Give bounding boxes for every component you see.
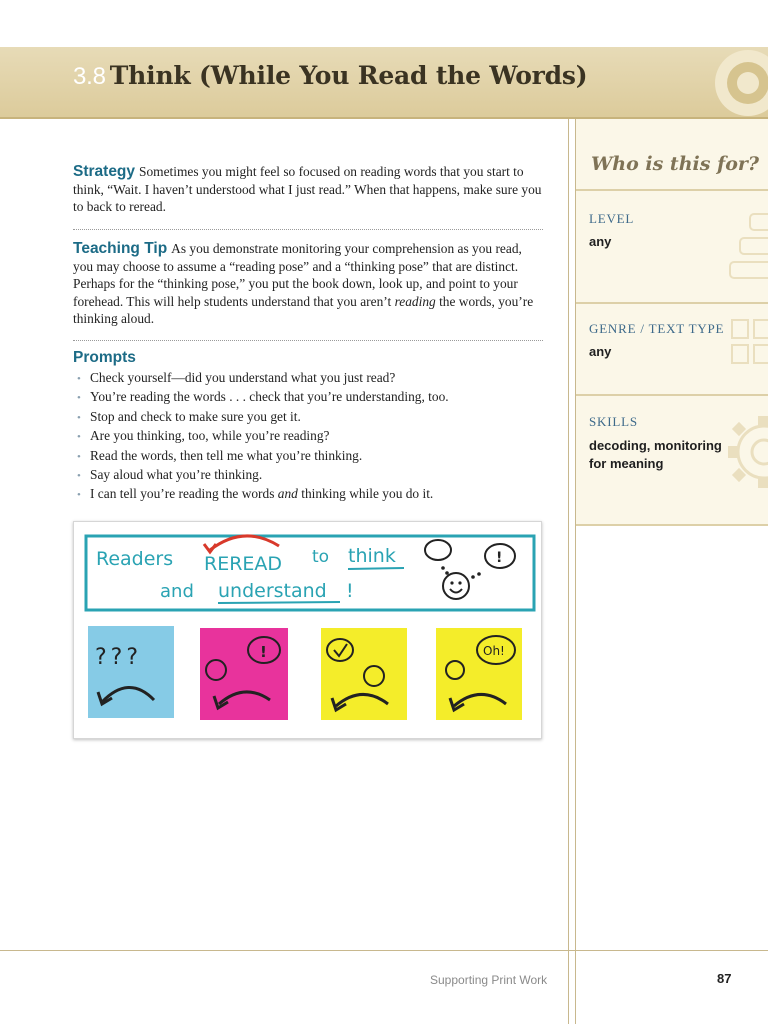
prompt-text: Say aloud what you’re thinking. <box>90 467 263 483</box>
genre-label: GENRE / TEXT TYPE <box>589 321 725 336</box>
sidebar-divider <box>576 189 768 191</box>
level-value: any <box>589 234 612 249</box>
bullet-icon: • <box>77 411 81 424</box>
prompt-text: Read the words, then tell me what you’re thinking. <box>90 447 363 463</box>
bullet-icon: • <box>77 392 81 405</box>
header-disc-icon <box>712 48 768 118</box>
strategy-section <box>73 163 543 216</box>
bullet-icon: • <box>77 431 81 444</box>
face-icon <box>446 661 464 679</box>
note-question-marks: ??? <box>95 645 143 670</box>
sidebar-heading: Who is this for? <box>590 153 760 175</box>
banner-word: think <box>348 545 396 567</box>
prompts-label: Prompts <box>73 349 136 366</box>
page-number: 87 <box>717 971 732 986</box>
section-title: Think (While You Read the Words) <box>109 61 588 90</box>
list-item <box>77 369 547 388</box>
strategy-text: Sometimes you might feel so focused on reading words that you start to think, “Wait. I haven’t understood what I just read.” When that happens, make sure you to back to reread. <box>73 164 542 214</box>
bullet-icon: • <box>77 470 81 483</box>
section-number: 3.8 <box>73 63 106 90</box>
banner-word: to <box>312 547 330 567</box>
arrow-head-icon <box>204 544 216 552</box>
thought-exclaim: ! <box>496 550 503 566</box>
smiley-face-icon <box>443 573 469 599</box>
underline <box>218 602 340 603</box>
prompt-text: Are you thinking, too, while you’re reading? <box>90 428 330 444</box>
teaching-tip-text: As you demonstrate monitoring your comprehension as you read, you may choose to assume a “reading pose” and a “thinking pose” that are distinct. Perhaps for the “thinking pose,” you put the book down, look up, and point to your forehead. This will help students understand that you aren’t <box>73 241 522 309</box>
sidebar-rule <box>568 119 569 1024</box>
banner-word-reread: REREAD <box>204 553 283 575</box>
prompt-text: Stop and check to make sure you get it. <box>90 408 301 424</box>
sidebar-divider <box>576 302 768 304</box>
bullet-icon: • <box>77 373 81 385</box>
sidebar-divider <box>576 524 768 526</box>
teaching-tip-label: Teaching Tip <box>73 240 168 257</box>
reread-arrow-icon <box>210 536 279 550</box>
prompt-text: Check yourself—did you understand what you just read? <box>90 370 396 385</box>
underline <box>348 568 404 569</box>
strategy-label: Strategy <box>73 163 136 180</box>
bullet-icon: • <box>77 450 81 463</box>
prompt-text: I can tell you’re reading the words <box>90 486 278 502</box>
list-item <box>77 466 547 485</box>
anchor-chart-photo <box>73 521 542 739</box>
prompt-emphasis: and <box>277 486 298 502</box>
level-label: LEVEL <box>589 211 635 226</box>
banner-word: understand <box>218 580 327 602</box>
prompts-list <box>77 369 547 505</box>
bullet-icon: • <box>77 489 81 502</box>
anchor-chart-illustration <box>74 522 543 740</box>
list-item <box>77 427 547 446</box>
skills-value: decoding, monitoring for meaning <box>589 438 722 471</box>
teaching-tip-section <box>73 240 543 328</box>
banner-word: ! <box>346 580 354 602</box>
sidebar-divider <box>576 394 768 396</box>
teaching-tip-emphasis: reading <box>394 293 436 309</box>
face-icon <box>206 660 226 680</box>
note-oh: Oh! <box>483 644 505 658</box>
genre-value: any <box>589 344 612 359</box>
banner-word: Readers <box>96 548 174 570</box>
list-item <box>77 485 547 504</box>
thought-cloud-icon <box>425 540 451 560</box>
divider <box>73 340 543 341</box>
thought-cloud-icon <box>327 639 353 661</box>
footer-rule <box>0 950 768 951</box>
banner-word: and <box>160 581 194 602</box>
list-item <box>77 388 547 407</box>
face-icon <box>364 666 384 686</box>
prompt-text-end: thinking while you do it. <box>297 486 434 502</box>
divider <box>73 229 543 230</box>
list-item <box>77 447 547 466</box>
skills-label: SKILLS <box>589 414 638 429</box>
note-exclaim: ! <box>260 643 267 661</box>
teaching-tip-text-end: the words, you’re thinking aloud. <box>73 293 534 326</box>
page-title <box>73 61 587 105</box>
list-item <box>77 408 547 427</box>
prompt-text: You’re reading the words . . . check that you’re understanding, too. <box>90 389 449 405</box>
running-footer: Supporting Print Work <box>430 973 548 987</box>
